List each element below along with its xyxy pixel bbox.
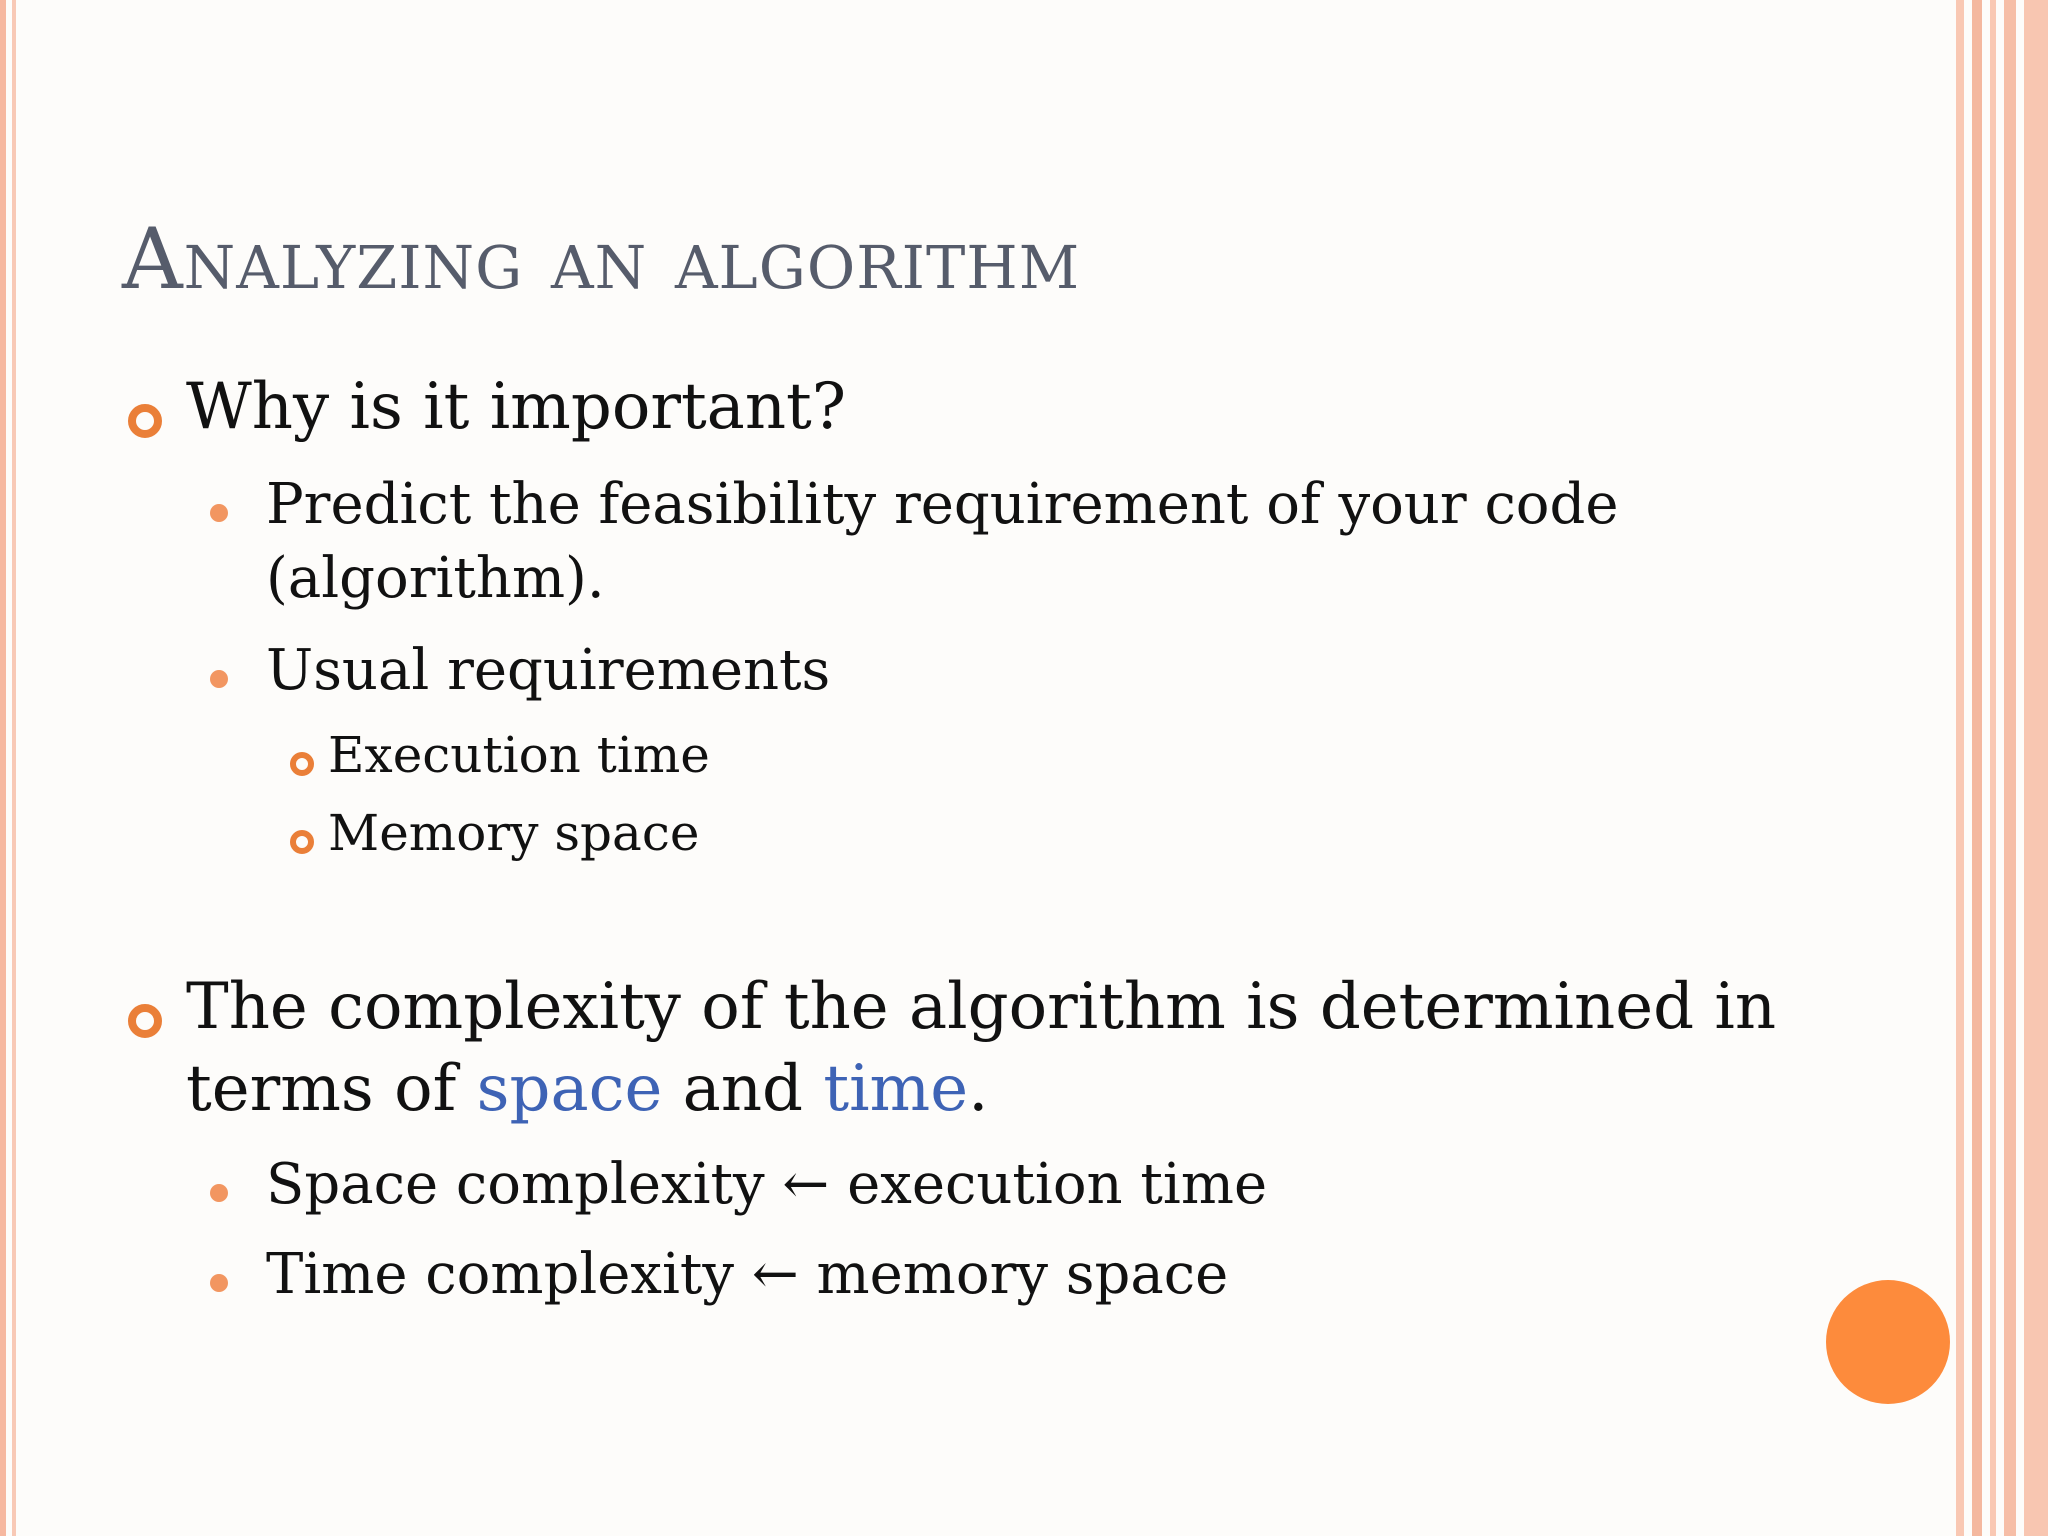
slide-title: Analyzing an algorithm — [122, 210, 1081, 308]
decorative-orange-circle — [1826, 1280, 1950, 1404]
bullet-2-line1: The complexity of the algorithm is determined in — [186, 970, 1777, 1044]
bullet-2-suffix: . — [968, 1052, 989, 1126]
bullet-2-2-text: Time complexity ← memory space — [266, 1242, 1229, 1307]
ring-bullet-icon — [128, 1004, 162, 1038]
bullet-1-1-line1: Predict the feasibility requirement of your code — [266, 472, 1619, 537]
right-border-stripe — [1956, 0, 1964, 1536]
dot-bullet-icon — [210, 1274, 228, 1292]
right-border-stripe — [2004, 0, 2016, 1536]
bullet-2-mid: and — [662, 1052, 824, 1126]
right-border-stripe — [2024, 0, 2048, 1536]
small-ring-bullet-icon — [290, 830, 314, 854]
bullet-2-prefix: terms of — [186, 1052, 477, 1126]
dot-bullet-icon — [210, 1184, 228, 1202]
bullet-2-1-text: Space complexity ← execution time — [266, 1152, 1268, 1217]
bullet-1-1-line2: (algorithm). — [266, 546, 605, 611]
left-border-stripe — [12, 0, 16, 1536]
bullet-1-2-text: Usual requirements — [266, 638, 831, 703]
bullet-1-2-2-text: Memory space — [328, 804, 700, 862]
right-border-stripe — [1990, 0, 1996, 1536]
ring-bullet-icon — [128, 404, 162, 438]
dot-bullet-icon — [210, 670, 228, 688]
space-keyword: space — [476, 1052, 663, 1126]
time-keyword: time — [823, 1052, 969, 1126]
dot-bullet-icon — [210, 504, 228, 522]
left-border-stripe — [0, 0, 6, 1536]
small-ring-bullet-icon — [290, 752, 314, 776]
bullet-1-text: Why is it important? — [186, 370, 847, 444]
bullet-2-line2 — [186, 1052, 988, 1126]
right-border-stripe — [1972, 0, 1982, 1536]
bullet-1-2-1-text: Execution time — [328, 726, 710, 784]
